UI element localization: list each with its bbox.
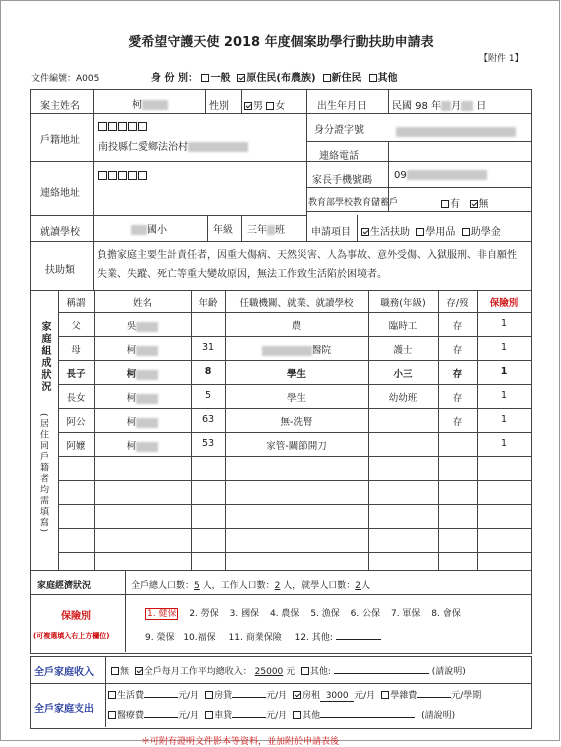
family-side-note: (居住同戶籍者均需填寫) [38, 413, 48, 535]
student-count[interactable]: 2 [355, 581, 361, 591]
aid-type-label: 扶助類 [45, 265, 75, 276]
insurance-option[interactable]: 11. 商業保險 [228, 633, 282, 643]
family-cell: 1 [500, 342, 508, 353]
expense-checkbox[interactable] [293, 711, 301, 719]
family-header-cell: 保險別 [489, 298, 519, 309]
contact-postal-code-boxes[interactable] [98, 165, 148, 184]
parent-mobile-value: 09 [394, 170, 487, 181]
insurance-row-2 [145, 630, 381, 643]
insurance-option[interactable]: 9. 榮保 [145, 633, 175, 643]
family-cell: 柯 [94, 366, 191, 380]
householder-name: 柯 [132, 96, 168, 111]
family-header-cell: 任職機關、就業、就讀學校 [239, 298, 354, 309]
expense-item: 房租 3000 元/月 [293, 691, 375, 701]
family-cell: 柯 [94, 438, 191, 452]
moe-yes-checkbox[interactable] [441, 200, 449, 208]
insurance-option[interactable]: 5. 漁保 [310, 609, 340, 619]
expense-row-1 [108, 688, 487, 702]
insurance-option[interactable]: 8. 會保 [431, 609, 461, 619]
grade-label: 年級 [213, 225, 233, 236]
family-cell: 5 [204, 390, 212, 401]
income-monthly-checkbox[interactable] [135, 667, 143, 675]
id-number-value [396, 121, 516, 140]
expense-explain: (請說明) [421, 711, 456, 721]
family-cell: 學生 [286, 393, 306, 404]
family-cell: 長子 [66, 369, 86, 380]
expense-checkbox[interactable] [108, 691, 116, 699]
family-cell: 存 [452, 417, 463, 428]
family-cell: 護士 [393, 345, 413, 356]
insurance-option[interactable]: 12. 其他: [294, 633, 333, 643]
insurance-option[interactable]: 6. 公保 [350, 609, 381, 619]
family-cell: 長女 [66, 393, 86, 404]
identity-label: 身 份 別： [151, 73, 198, 84]
attachment-tag: 【附件 1】 [479, 54, 524, 64]
family-cell: 1 [500, 366, 508, 377]
family-cell: 存 [452, 393, 463, 404]
family-cell: 農 [291, 321, 302, 332]
insurance-label: 保險別 [61, 611, 91, 622]
postal-code-boxes[interactable] [98, 116, 148, 135]
gender-options: 男 女 [244, 97, 285, 112]
identity-option: 其他 [377, 73, 398, 84]
expense-amount-field[interactable] [232, 697, 266, 698]
identity-other-checkbox[interactable] [369, 74, 377, 82]
school-value: 國小 [131, 221, 167, 236]
income-none-checkbox[interactable] [111, 667, 119, 675]
family-cell: 父 [71, 321, 81, 332]
gender-male-checkbox[interactable] [244, 102, 252, 110]
school-label: 就讀學校 [40, 227, 80, 238]
apply-supplies-checkbox[interactable] [416, 228, 424, 236]
family-cell: 吳 [94, 318, 191, 332]
expense-checkbox[interactable] [293, 691, 301, 699]
expense-item: 車貸 元/月 [205, 711, 287, 721]
income-other-field[interactable] [334, 673, 429, 674]
family-cell: 存 [452, 345, 463, 356]
form-title: 愛希望守護天使 2018 年度個案助學行動扶助申請表 [128, 35, 434, 50]
family-cell: 31 [201, 342, 215, 353]
expense-checkbox[interactable] [205, 691, 213, 699]
expense-amount-field[interactable] [232, 717, 266, 718]
insurance-option[interactable]: 10.福保 [183, 633, 216, 643]
family-cell: 53 [201, 438, 215, 449]
family-side-label: 家庭組成狀況 [39, 321, 50, 393]
insurance-option[interactable]: 2. 勞保 [189, 609, 219, 619]
moe-no-checkbox[interactable] [470, 200, 478, 208]
family-cell: 柯 [94, 342, 191, 356]
family-cell: 學生 [286, 369, 306, 380]
identity-new-resident-checkbox[interactable] [323, 74, 331, 82]
expense-amount-field[interactable] [417, 697, 451, 698]
expense-item: 醫療費 元/月 [108, 711, 199, 721]
expense-checkbox[interactable] [108, 711, 116, 719]
identity-option: 一般 [210, 73, 231, 84]
expense-checkbox[interactable] [381, 691, 389, 699]
income-monthly-value[interactable]: 25000 [254, 667, 284, 677]
family-cell: 1 [500, 438, 508, 449]
expense-row-2 [108, 708, 455, 721]
contact-address-label: 連絡地址 [40, 188, 80, 199]
insurance-option[interactable]: 4. 農保 [269, 609, 300, 619]
insurance-option[interactable]: 3. 國保 [229, 609, 260, 619]
gender-label: 性別 [209, 101, 229, 112]
family-header-cell: 稱謂 [66, 298, 86, 309]
family-cell: 1 [500, 390, 508, 401]
expense-amount-field[interactable] [320, 717, 415, 718]
apply-living-checkbox[interactable] [361, 228, 369, 236]
income-row: 無 全戶每月工作平均總收入： 25000 元 其他: (請說明) [111, 664, 466, 677]
insurance-other-field[interactable] [336, 639, 381, 640]
family-cell: 存 [452, 369, 463, 380]
worker-count[interactable]: 2 [274, 581, 281, 591]
family-cell: 63 [201, 414, 215, 425]
expense-item: 其他 [293, 711, 415, 721]
insurance-option-selected[interactable]: 1. 健保 [147, 609, 177, 619]
economy-counts: 全戶總人口數：5 人，工作人口數：2 人，就學人口數：2人 [131, 581, 371, 591]
doc-number: 文件編號：A005 [31, 74, 100, 84]
family-cell: 無-洗腎 [280, 417, 313, 428]
id-number-label: 身分證字號 [314, 125, 364, 136]
family-header-cell: 年齡 [198, 298, 218, 309]
grade-value: 三年 班 [247, 225, 285, 236]
insurance-option[interactable]: 7. 軍保 [390, 609, 421, 619]
moe-savings-options: 有 無 [441, 195, 489, 210]
expense-amount-field[interactable]: 3000 [320, 691, 354, 702]
identity-option: 原住民(布農族) [246, 73, 316, 84]
apply-scholarship-checkbox[interactable] [462, 228, 470, 236]
economy-label: 家庭經濟狀況 [37, 581, 92, 591]
footer-note: ＊可附有證明文件影本等資料，並加附於申請表後 [141, 737, 340, 747]
family-cell: 柯 [94, 414, 191, 428]
family-cell: 醫院 [225, 342, 368, 356]
income-label: 全戶家庭收入 [34, 667, 94, 678]
householder-label: 案主姓名 [40, 101, 80, 112]
apply-items-options: 生活扶助 學用品 助學金 [361, 223, 501, 238]
expense-item: 學雜費 元/學期 [381, 691, 481, 701]
parent-mobile-label: 家長手機號碼 [312, 175, 372, 186]
family-cell: 阿公 [66, 417, 86, 428]
family-cell: 柯 [94, 390, 191, 404]
identity-indigenous-checkbox[interactable] [237, 74, 245, 82]
family-cell: 臨時工 [388, 321, 418, 332]
aid-type-text: 負擔家庭主要生計責任者，因重大傷病、天然災害、人為事故、意外受傷、入獄服刑、非自願性失業、失蹤、死亡等重大變故原因，無法工作致生活陷於困境者。 [97, 250, 517, 280]
expense-item: 生活費 元/月 [108, 691, 199, 701]
family-cell: 存 [452, 321, 463, 332]
family-cell: 母 [71, 345, 81, 356]
registered-address-label: 戶籍地址 [40, 135, 80, 146]
family-cell: 1 [500, 318, 508, 329]
moe-savings-label: 教育部學校教育儲蓄戶 [308, 198, 399, 208]
expense-amount-field[interactable] [144, 697, 178, 698]
phone-label: 連絡電話 [319, 151, 359, 162]
family-cell: 幼幼班 [388, 393, 418, 404]
registered-address-value: 南投縣仁愛鄉法治村 [98, 138, 248, 153]
gender-female-checkbox[interactable] [266, 102, 274, 110]
insurance-note: (可複選填入右上方欄位) [33, 632, 110, 640]
family-cell: 8 [204, 366, 212, 377]
expense-label: 全戶家庭支出 [34, 704, 94, 715]
birth-value: 民國 98 年 月 日 [392, 101, 487, 112]
household-count[interactable]: 5 [194, 581, 200, 591]
apply-items-label: 申請項目 [311, 227, 351, 238]
family-cell: 1 [500, 414, 508, 425]
identity-option: 新住民 [331, 73, 362, 84]
expense-amount-field[interactable] [144, 717, 178, 718]
family-cell: 家管-關節開刀 [266, 441, 327, 452]
family-header-cell: 存/歿 [446, 298, 469, 309]
identity-general-checkbox[interactable] [201, 74, 209, 82]
birth-label: 出生年月日 [317, 101, 367, 112]
family-cell: 阿嬤 [66, 441, 86, 452]
family-header-cell: 姓名 [132, 298, 152, 309]
identity-row [151, 69, 398, 84]
expense-item: 房貸 元/月 [205, 691, 287, 701]
expense-checkbox[interactable] [205, 711, 213, 719]
family-header-cell: 職務(年級) [380, 298, 426, 309]
income-other-checkbox[interactable] [301, 667, 309, 675]
insurance-row-1 [145, 606, 461, 619]
family-cell: 小三 [393, 369, 413, 380]
